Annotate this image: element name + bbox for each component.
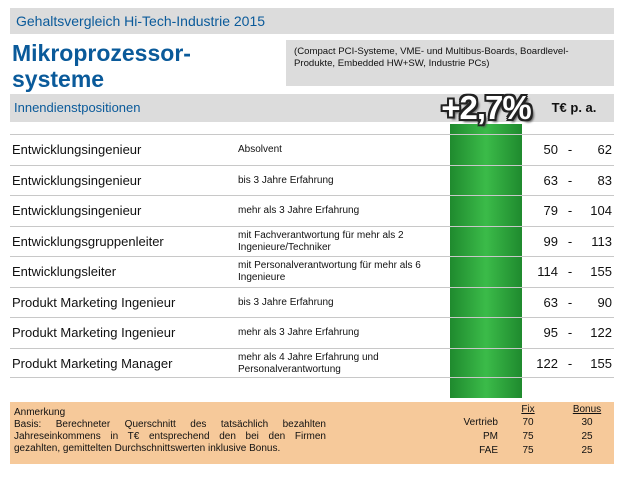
salary-min: 79 [543, 203, 558, 218]
top-title: Gehaltsvergleich Hi-Tech-Industrie 2015 [16, 13, 266, 29]
note-text: Basis: Berechneter Querschnitt des tatsächlich bezahlten Jahreseinkommens in T€ entsprechend den bei den Firmen gezahlten, gemittelten Durchschnittswerten inklusive Bonus. [14, 419, 326, 454]
position-detail: mit Fachverantwortung für mehr als 2 Ingenieure/Techniker [238, 229, 404, 253]
salary-max: 104 [590, 203, 612, 218]
position-detail: mehr als 3 Jahre Erfahrung [238, 327, 360, 338]
split-bonus: 25 [581, 445, 593, 456]
bonus-header: Bonus [572, 404, 602, 415]
range-separator: - [567, 294, 573, 310]
salary-min: 95 [543, 325, 558, 340]
salary-min: 63 [543, 172, 558, 188]
range-separator: - [567, 172, 573, 188]
table-row [10, 317, 614, 348]
position-title: Entwicklungsingenieur [12, 172, 142, 188]
split-fix: 75 [522, 431, 534, 442]
table-row [10, 348, 614, 379]
bonus-split-row [450, 444, 612, 458]
salary-table [10, 134, 614, 378]
position-title: Produkt Marketing Ingenieur [12, 325, 176, 340]
subtitle: (Compact PCI-Systeme, VME- und Multibus-Boards, Boardlevel-Produkte, Embedded HW+SW, Industrie PCs) [294, 46, 569, 69]
bonus-split-header [450, 404, 612, 416]
split-label: Vertrieb [463, 417, 498, 428]
table-row [10, 226, 614, 257]
note-box [10, 402, 614, 464]
split-bonus: 30 [581, 417, 593, 428]
range-separator: - [567, 233, 573, 249]
position-title: Entwicklungsingenieur [12, 142, 142, 157]
salary-min: 99 [543, 233, 558, 249]
salary-min: 114 [537, 264, 558, 279]
table-row [10, 287, 614, 318]
change-badge: +2,7% [441, 89, 531, 126]
bonus-split-row [450, 430, 612, 444]
range-separator: - [567, 355, 573, 371]
salary-min: 50 [543, 142, 558, 157]
bonus-split-table [450, 404, 612, 458]
subtitle-box [286, 40, 614, 86]
range-separator: - [567, 142, 573, 157]
position-detail: mehr als 3 Jahre Erfahrung [238, 205, 360, 216]
position-detail: mit Personalverantwortung für mehr als 6 Ingenieure [238, 260, 421, 283]
position-title: Produkt Marketing Manager [12, 355, 173, 371]
section-label: Innendienstpositionen [14, 100, 141, 115]
fix-header: Fix [521, 404, 535, 415]
bonus-split-row [450, 416, 612, 430]
split-bonus: 25 [581, 431, 593, 442]
salary-max: 90 [597, 294, 612, 310]
note-heading: Anmerkung [14, 407, 66, 418]
table-row [10, 165, 614, 196]
page-title-line1: Mikroprozessor- [12, 40, 191, 66]
position-detail: Absolvent [238, 144, 282, 155]
salary-min: 63 [543, 294, 558, 310]
split-fix: 70 [522, 417, 534, 428]
table-row [10, 195, 614, 226]
salary-min: 122 [536, 355, 558, 371]
salary-max: 122 [590, 325, 612, 340]
salary-max: 113 [591, 233, 612, 249]
top-title-bar [10, 8, 614, 34]
salary-max: 83 [597, 172, 612, 188]
split-label: FAE [479, 445, 498, 456]
salary-max: 155 [590, 355, 612, 371]
salary-max: 155 [590, 264, 612, 279]
range-separator: - [567, 325, 573, 340]
table-row [10, 256, 614, 287]
range-separator: - [567, 203, 573, 218]
split-fix: 75 [522, 445, 534, 456]
unit-header: T€ p. a. [551, 100, 597, 115]
split-label: PM [483, 431, 498, 442]
position-detail: bis 3 Jahre Erfahrung [238, 296, 334, 308]
page-title [12, 40, 282, 92]
page-title-line2: systeme [12, 66, 105, 92]
salary-max: 62 [597, 142, 612, 157]
position-detail: mehr als 4 Jahre Erfahrung und Personalverantwortung [238, 351, 379, 375]
position-title: Entwicklungsgruppenleiter [12, 233, 164, 249]
position-title: Entwicklungsleiter [12, 264, 117, 279]
position-detail: bis 3 Jahre Erfahrung [238, 174, 334, 186]
table-row [10, 134, 614, 165]
position-title: Produkt Marketing Ingenieur [12, 294, 176, 310]
range-separator: - [567, 264, 573, 279]
position-title: Entwicklungsingenieur [12, 203, 142, 218]
